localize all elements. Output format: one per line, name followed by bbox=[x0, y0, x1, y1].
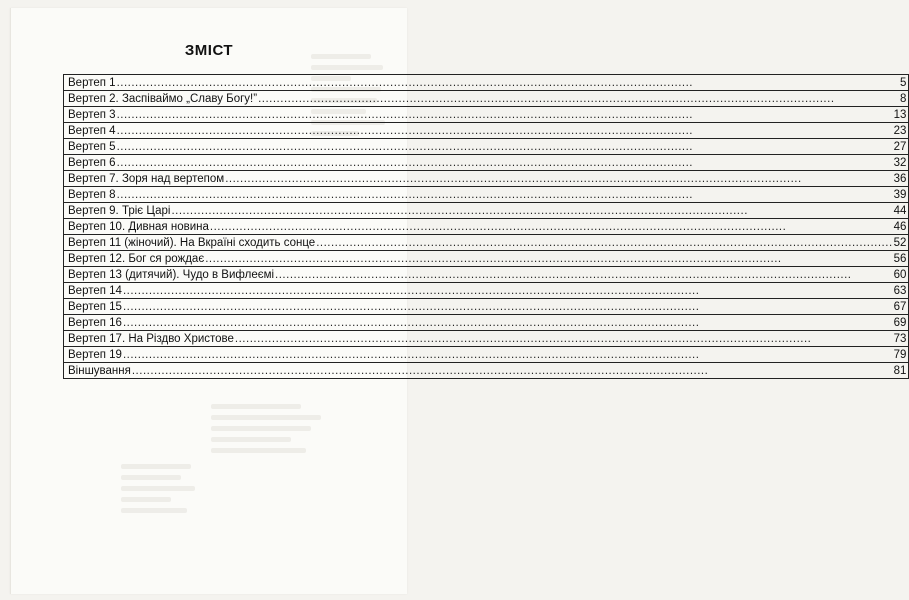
dot-leader bbox=[275, 269, 893, 281]
toc-entry-title: Вертеп 16 bbox=[68, 316, 122, 329]
dot-leader bbox=[117, 157, 893, 169]
toc-row bbox=[64, 155, 909, 171]
toc-row bbox=[64, 347, 909, 363]
toc-entry-title: Вертеп 17. На Різдво Христове bbox=[68, 332, 234, 345]
bleed-through-bottom bbox=[211, 398, 331, 459]
toc-entry-page: 27 bbox=[893, 140, 907, 153]
toc-row bbox=[64, 91, 909, 107]
toc-entry-page: 44 bbox=[893, 204, 907, 217]
toc-entry-title: Вертеп 10. Дивная новина bbox=[68, 220, 209, 233]
dot-leader bbox=[132, 365, 893, 377]
toc-row bbox=[64, 107, 909, 123]
toc-row bbox=[64, 251, 909, 267]
toc-entry-title: Вертеп 11 (жіночий). На Вкраїні сходить сонце bbox=[68, 236, 316, 249]
toc-entry-title: Вертеп 4 bbox=[68, 124, 116, 137]
toc-entry-page: 46 bbox=[893, 220, 907, 233]
toc-cell bbox=[64, 171, 909, 187]
toc-entry-title: Вертеп 9. Тріє Царі bbox=[68, 204, 171, 217]
dot-leader bbox=[235, 333, 893, 345]
toc-entry-page: 13 bbox=[893, 108, 907, 121]
toc-cell bbox=[64, 283, 909, 299]
toc-cell bbox=[64, 235, 909, 251]
dot-leader bbox=[117, 77, 899, 89]
toc-row bbox=[64, 299, 909, 315]
toc-entry-page: 60 bbox=[893, 268, 907, 281]
toc-entry-title: Вертеп 8 bbox=[68, 188, 116, 201]
toc-cell bbox=[64, 219, 909, 235]
book-page bbox=[10, 8, 907, 594]
toc-cell bbox=[64, 107, 909, 123]
bleed-through-left bbox=[121, 458, 201, 519]
dot-leader bbox=[117, 141, 893, 153]
toc-entry-page: 73 bbox=[893, 332, 907, 345]
dot-leader bbox=[210, 221, 893, 233]
toc-entry-title: Вертеп 12. Бог ся рождає bbox=[68, 252, 205, 265]
toc-entry-page: 32 bbox=[893, 156, 907, 169]
toc-cell bbox=[64, 187, 909, 203]
toc-entry-page: 8 bbox=[900, 92, 907, 105]
toc-cell bbox=[64, 299, 909, 315]
toc-cell bbox=[64, 331, 909, 347]
toc-entry-title: Вертеп 19 bbox=[68, 348, 122, 361]
toc-row bbox=[64, 139, 909, 155]
toc-cell bbox=[64, 75, 909, 91]
toc-entry-page: 23 bbox=[893, 124, 907, 137]
toc-entry-page: 63 bbox=[893, 284, 907, 297]
toc-cell bbox=[64, 91, 909, 107]
toc-entry-title: Вертеп 14 bbox=[68, 284, 122, 297]
dot-leader bbox=[117, 109, 893, 121]
dot-leader bbox=[117, 125, 893, 137]
toc-entry-title: Віншування bbox=[68, 364, 131, 377]
toc-cell bbox=[64, 139, 909, 155]
toc-row bbox=[64, 315, 909, 331]
toc-entry-page: 67 bbox=[893, 300, 907, 313]
dot-leader bbox=[171, 205, 892, 217]
toc-row bbox=[64, 171, 909, 187]
toc-row bbox=[64, 283, 909, 299]
toc-cell bbox=[64, 363, 909, 379]
toc-entry-page: 81 bbox=[893, 364, 907, 377]
toc-row bbox=[64, 331, 909, 347]
toc-cell bbox=[64, 123, 909, 139]
dot-leader bbox=[316, 237, 892, 249]
page-title: ЗМІСТ bbox=[184, 42, 234, 59]
toc-entry-page: 52 bbox=[893, 236, 907, 249]
toc-cell bbox=[64, 203, 909, 219]
toc-entry-title: Вертеп 15 bbox=[68, 300, 122, 313]
toc-entry-title: Вертеп 7. Зоря над вертепом bbox=[68, 172, 225, 185]
toc-row bbox=[64, 187, 909, 203]
toc-entry-page: 56 bbox=[893, 252, 907, 265]
dot-leader bbox=[123, 285, 893, 297]
toc-entry-page: 36 bbox=[893, 172, 907, 185]
toc-entry-page: 79 bbox=[893, 348, 907, 361]
toc-entry-title: Вертеп 3 bbox=[68, 108, 116, 121]
dot-leader bbox=[117, 189, 893, 201]
toc-row bbox=[64, 219, 909, 235]
table-of-contents bbox=[63, 74, 909, 379]
toc-cell bbox=[64, 315, 909, 331]
toc-row bbox=[64, 267, 909, 283]
toc-row bbox=[64, 235, 909, 251]
dot-leader bbox=[123, 317, 893, 329]
dot-leader bbox=[205, 253, 892, 265]
toc-row bbox=[64, 203, 909, 219]
toc-entry-page: 5 bbox=[900, 76, 907, 89]
dot-leader bbox=[225, 173, 892, 185]
toc-entry-page: 39 bbox=[893, 188, 907, 201]
toc-entry-page: 69 bbox=[893, 316, 907, 329]
toc-cell bbox=[64, 347, 909, 363]
toc-entry-title: Вертеп 13 (дитячий). Чудо в Вифлеємі bbox=[68, 268, 275, 281]
toc-entry-title: Вертеп 2. Заспіваймо „Славу Богу!” bbox=[68, 92, 258, 105]
toc-entry-title: Вертеп 1 bbox=[68, 76, 116, 89]
toc-cell bbox=[64, 251, 909, 267]
toc-cell bbox=[64, 267, 909, 283]
dot-leader bbox=[123, 349, 893, 361]
toc-entry-title: Вертеп 5 bbox=[68, 140, 116, 153]
dot-leader bbox=[123, 301, 893, 313]
toc-row bbox=[64, 75, 909, 91]
toc-row bbox=[64, 363, 909, 379]
dot-leader bbox=[258, 93, 899, 105]
toc-row bbox=[64, 123, 909, 139]
toc-entry-title: Вертеп 6 bbox=[68, 156, 116, 169]
toc-cell bbox=[64, 155, 909, 171]
